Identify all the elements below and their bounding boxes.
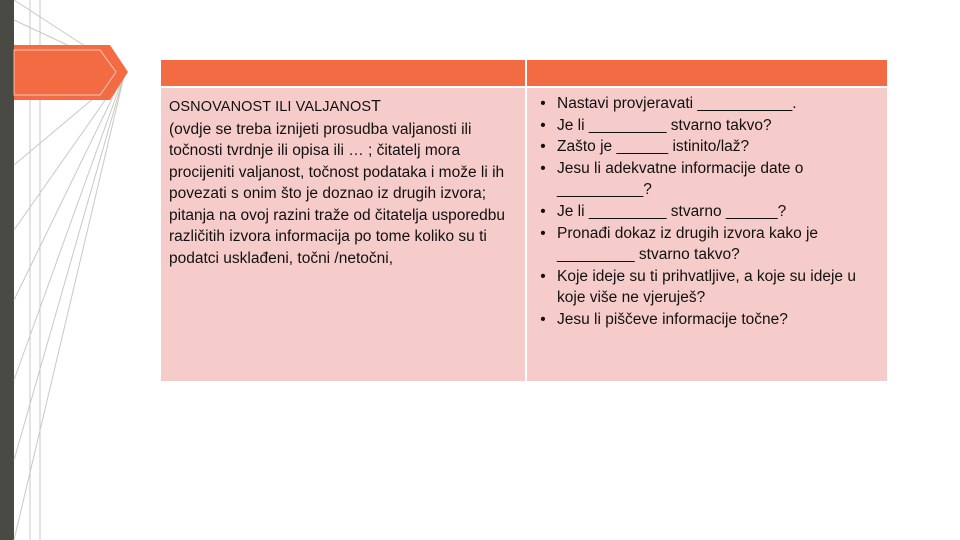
header-cell-right <box>526 59 888 87</box>
list-item: • Je li _________ stvarno takvo? <box>537 115 879 137</box>
table-body-row <box>160 87 888 382</box>
bullet-icon: • <box>540 224 546 242</box>
bullet-icon: • <box>540 95 546 112</box>
decorative-lines <box>0 0 140 540</box>
right-cell <box>526 87 888 382</box>
list-item: • Koje ideje su ti prihvatljive, a koje su ideje u koje više ne vjeruješ? <box>537 266 879 309</box>
content-table <box>159 58 889 383</box>
list-item: • Jesu li adekvatne informacije date o __________? <box>537 158 879 201</box>
bullet-icon: • <box>540 310 546 328</box>
bullet-icon: • <box>540 267 546 285</box>
list-item: • Nastavi provjeravati ___________. <box>537 93 879 115</box>
heading-last-letter: T <box>371 98 382 115</box>
bullet-icon: • <box>540 138 546 156</box>
cell-heading <box>169 96 517 119</box>
heading-main-text: OSNOVANOST ILI VALJANOS <box>169 99 372 115</box>
list-item: • Je li _________ stvarno ______? <box>537 201 879 223</box>
list-item: • Pronađi dokaz iz drugih izvora kako je _________ stvarno takvo? <box>537 223 879 266</box>
accent-arrow-shape <box>14 45 128 100</box>
question-list <box>537 93 879 331</box>
list-item: • Zašto je ______ istinito/laž? <box>537 136 879 158</box>
bullet-icon: • <box>540 159 546 177</box>
bullet-icon: • <box>540 116 546 134</box>
bullet-icon: • <box>540 202 546 220</box>
header-cell-left <box>160 59 526 87</box>
left-cell <box>160 87 526 382</box>
cell-description: (ovdje se treba iznijeti prosudba valjanosti ili točnosti tvrdnje ili opisa ili … ; čitatelj mora procijeniti valjanost, točnost podataka i može li ih povezati s onim što je doznao iz drugih izvora; pitanja na ovoj razini traže od čitatelja usporedbu različitih izvora informacija po tome koliko su ti podatci usklađeni, točni /netočni, <box>169 120 506 267</box>
list-item: • Jesu li piščeve informacije točne? <box>537 309 879 331</box>
table-header-row <box>160 59 888 87</box>
